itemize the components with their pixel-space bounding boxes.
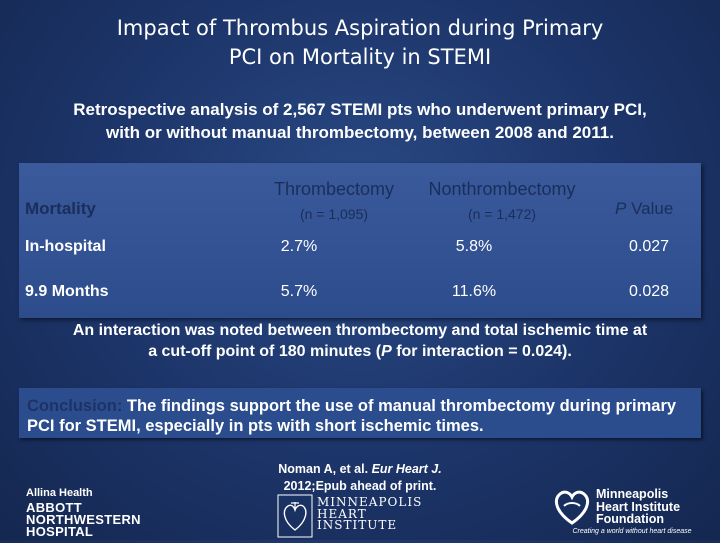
title-line-2: PCI on Mortality in STEMI (228, 45, 492, 69)
mhi-line-2: HEART (317, 506, 367, 521)
citation-line-2: 2012;Epub ahead of print. (283, 479, 437, 493)
header-nonthrombectomy-n: (n = 1,472) (467, 206, 537, 222)
slide-title (0, 14, 720, 72)
conclusion-body: The findings support the use of manual thrombectomy during primary PCI for STEMI, especially in pts with short ischemic times. (27, 397, 677, 435)
mhf-text (596, 488, 680, 526)
conclusion-label: Conclusion: (27, 397, 123, 415)
mhi-line-1: MINNEAPOLIS (317, 495, 423, 509)
citation-line-1 (230, 461, 490, 478)
mhi-line-3: INSTITUTE (317, 518, 398, 532)
abbott-line-1: ABBOTT (26, 500, 82, 515)
header-p-value (615, 199, 673, 219)
mhf-line-3: Foundation (596, 512, 665, 526)
abbott-line-3: HOSPITAL (26, 524, 94, 539)
cell-p-value: 0.028 (628, 283, 670, 300)
conclusion-text (27, 396, 697, 436)
interaction-p-italic: P (381, 343, 392, 360)
interaction-line-1: An interaction was noted between thrombectomy and total ischemic time at (72, 322, 648, 339)
mortality-table (19, 163, 701, 318)
header-p-italic: P (615, 199, 627, 218)
cell-thrombectomy: 2.7% (280, 238, 318, 255)
heart-foundation-icon (550, 486, 594, 526)
minneapolis-heart-institute-logo (277, 494, 447, 538)
mhi-text (317, 497, 422, 532)
header-mortality: Mortality (25, 199, 96, 218)
header-thrombectomy-label: Thrombectomy (273, 179, 395, 199)
header-thrombectomy (244, 179, 424, 222)
header-nonthrombectomy-label: Nonthrombectomy (428, 179, 576, 199)
abbott-northwestern-logo (26, 487, 176, 538)
heart-institute-icon (277, 494, 313, 538)
interaction-line-2-post: for interaction = 0.024). (391, 343, 572, 360)
mhf-tagline: Creating a world without heart disease (572, 528, 692, 535)
study-description (10, 98, 710, 144)
conclusion-box (19, 388, 701, 438)
header-nonthrombectomy (402, 179, 602, 222)
minneapolis-heart-foundation-logo (548, 486, 716, 538)
abbott-line-2: NORTHWESTERN (26, 512, 141, 527)
citation (230, 461, 490, 495)
mhf-line-1: Minneapolis (596, 487, 669, 501)
cell-nonthrombectomy: 11.6% (451, 283, 497, 300)
header-p-rest: Value (626, 199, 674, 218)
row-label: In-hospital (25, 238, 106, 255)
allina-health-label: Allina Health (26, 487, 93, 499)
subtitle-line-1: Retrospective analysis of 2,567 STEMI pts who underwent primary PCI, (73, 100, 647, 119)
title-line-1: Impact of Thrombus Aspiration during Primary (116, 16, 604, 40)
interaction-line-2-pre: a cut-off point of 180 minutes ( (148, 343, 382, 360)
cell-p-value: 0.027 (628, 238, 670, 255)
cell-nonthrombectomy: 5.8% (455, 238, 493, 255)
row-label: 9.9 Months (25, 283, 109, 300)
mhf-line-2: Heart Institute (596, 499, 681, 514)
cell-thrombectomy: 5.7% (280, 283, 318, 300)
table-row (19, 232, 701, 264)
interaction-line-2 (19, 341, 701, 362)
header-thrombectomy-n: (n = 1,095) (299, 206, 369, 222)
subtitle-line-2: with or without manual thrombectomy, between 2008 and 2011. (106, 123, 614, 142)
citation-authors: Noman A, et al. (278, 462, 372, 476)
interaction-note (19, 320, 701, 362)
citation-journal: Eur Heart J. (371, 462, 442, 476)
table-row (19, 277, 701, 309)
